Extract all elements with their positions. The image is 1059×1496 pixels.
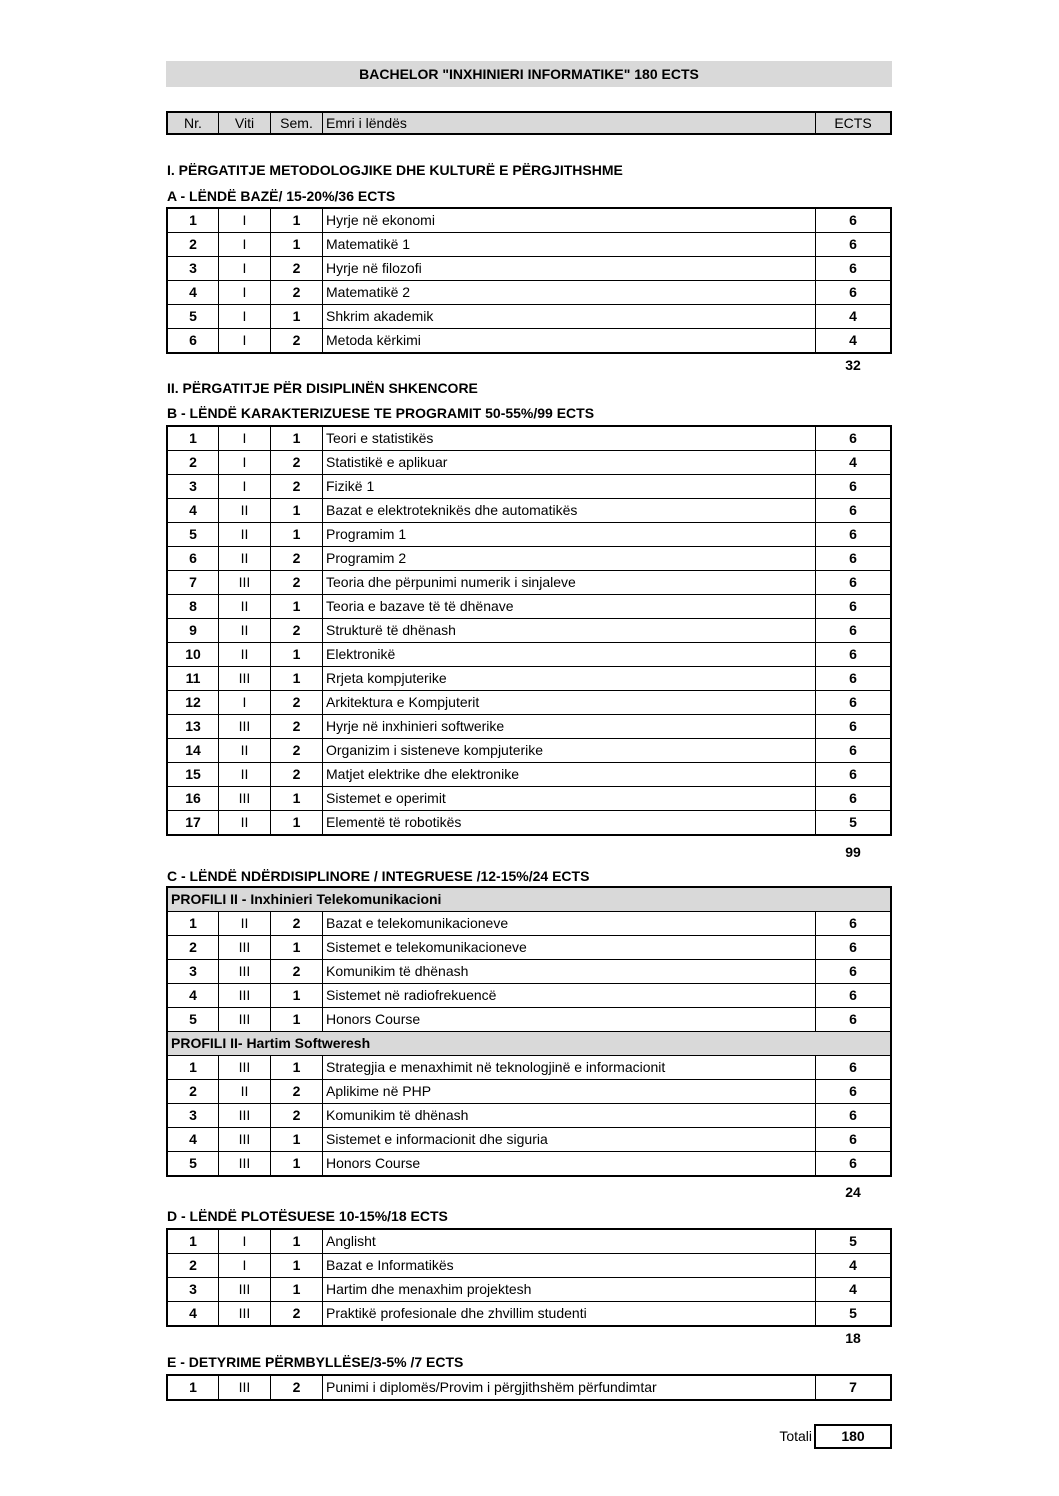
- cell-sem: 1: [271, 667, 323, 690]
- cell-nr: 3: [168, 1104, 219, 1127]
- cell-viti: I: [219, 281, 271, 304]
- cell-course-name: Strukturë të dhënash: [323, 619, 816, 642]
- cell-viti: III: [219, 1056, 271, 1079]
- cell-sem: 1: [271, 1128, 323, 1151]
- cell-viti: II: [219, 547, 271, 570]
- table-row: [168, 1128, 890, 1152]
- table-row: [168, 1104, 890, 1128]
- cell-sem: 1: [271, 499, 323, 522]
- cell-course-name: Organizim i sisteneve kompjuterike: [323, 739, 816, 762]
- cell-nr: 3: [168, 475, 219, 498]
- cell-course-name: Teoria e bazave të të dhënave: [323, 595, 816, 618]
- section-b-heading: B - LËNDË KARAKTERIZUESE TE PROGRAMIT 50-55%/99 ECTS: [167, 405, 595, 421]
- cell-viti: I: [219, 209, 271, 232]
- cell-nr: 5: [168, 305, 219, 328]
- cell-ects: 6: [849, 502, 857, 518]
- cell-viti: II: [219, 619, 271, 642]
- cell-course-name: Sistemet në radiofrekuencë: [323, 984, 816, 1007]
- cell-viti: I: [219, 257, 271, 280]
- section-a-subtotal: 32: [845, 357, 861, 373]
- cell-viti: II: [219, 499, 271, 522]
- section-d-table: [166, 1228, 892, 1327]
- table-row: [168, 739, 890, 763]
- cell-nr: 2: [168, 1080, 219, 1103]
- cell-nr: 2: [168, 451, 219, 474]
- cell-sem: 2: [271, 281, 323, 304]
- cell-ects: 6: [849, 694, 857, 710]
- column-header-sem: Sem.: [271, 113, 323, 133]
- cell-ects: 6: [849, 622, 857, 638]
- cell-ects: 6: [849, 574, 857, 590]
- cell-viti: I: [219, 1230, 271, 1253]
- cell-sem: 2: [271, 739, 323, 762]
- section-a-table: [166, 207, 892, 354]
- cell-nr: 5: [168, 1008, 219, 1031]
- table-row: [168, 643, 890, 667]
- cell-ects: 4: [849, 1257, 857, 1273]
- cell-nr: 5: [168, 523, 219, 546]
- cell-sem: 2: [271, 1104, 323, 1127]
- cell-ects: 6: [849, 939, 857, 955]
- table-row: [168, 281, 890, 305]
- cell-course-name: Hyrje në ekonomi: [323, 209, 816, 232]
- cell-sem: 1: [271, 1278, 323, 1301]
- table-row: [168, 667, 890, 691]
- cell-course-name: Fizikë 1: [323, 475, 816, 498]
- section-e-table: [166, 1374, 892, 1401]
- cell-viti: II: [219, 739, 271, 762]
- cell-sem: 2: [271, 912, 323, 935]
- cell-ects: 4: [849, 1281, 857, 1297]
- cell-ects: 4: [849, 454, 857, 470]
- cell-sem: 2: [271, 1080, 323, 1103]
- cell-course-name: Anglisht: [323, 1230, 816, 1253]
- cell-ects: 6: [849, 1131, 857, 1147]
- cell-ects: 6: [849, 1011, 857, 1027]
- cell-course-name: Hyrje në inxhinieri softwerike: [323, 715, 816, 738]
- table-row: [168, 691, 890, 715]
- cell-sem: 1: [271, 811, 323, 834]
- cell-viti: I: [219, 427, 271, 450]
- cell-nr: 4: [168, 1302, 219, 1325]
- cell-nr: 1: [168, 209, 219, 232]
- cell-course-name: Arkitektura e Kompjuterit: [323, 691, 816, 714]
- cell-viti: III: [219, 1152, 271, 1175]
- cell-nr: 4: [168, 984, 219, 1007]
- section-b-subtotal: 99: [845, 844, 861, 860]
- cell-course-name: Matjet elektrike dhe elektronike: [323, 763, 816, 786]
- cell-course-name: Matematikë 2: [323, 281, 816, 304]
- cell-course-name: Honors Course: [323, 1008, 816, 1031]
- cell-nr: 2: [168, 233, 219, 256]
- cell-course-name: Bazat e telekomunikacioneve: [323, 912, 816, 935]
- cell-ects: 6: [849, 790, 857, 806]
- section-c-heading: C - LËNDË NDËRDISIPLINORE / INTEGRUESE /12-15%/24 ECTS: [167, 868, 590, 884]
- table-row: [168, 1056, 890, 1080]
- cell-ects: 6: [849, 236, 857, 252]
- cell-ects: 6: [849, 260, 857, 276]
- cell-viti: III: [219, 667, 271, 690]
- cell-course-name: Rrjeta kompjuterike: [323, 667, 816, 690]
- cell-nr: 2: [168, 936, 219, 959]
- table-row: [168, 1230, 890, 1254]
- cell-viti: III: [219, 787, 271, 810]
- table-row: [168, 523, 890, 547]
- table-row: [168, 1278, 890, 1302]
- cell-viti: III: [219, 1128, 271, 1151]
- cell-nr: 10: [168, 643, 219, 666]
- profile-row: [168, 888, 890, 912]
- cell-course-name: Programim 1: [323, 523, 816, 546]
- cell-course-name: Bazat e Informatikës: [323, 1254, 816, 1277]
- cell-sem: 1: [271, 305, 323, 328]
- cell-sem: 1: [271, 209, 323, 232]
- cell-viti: I: [219, 691, 271, 714]
- cell-viti: II: [219, 595, 271, 618]
- cell-viti: I: [219, 451, 271, 474]
- table-row: [168, 499, 890, 523]
- table-row: [168, 1080, 890, 1104]
- cell-nr: 3: [168, 257, 219, 280]
- cell-ects: 6: [849, 646, 857, 662]
- cell-course-name: Teoria dhe përpunimi numerik i sinjaleve: [323, 571, 816, 594]
- section-a-heading: A - LËNDË BAZË/ 15-20%/36 ECTS: [167, 188, 396, 204]
- table-row: [168, 960, 890, 984]
- cell-sem: 2: [271, 619, 323, 642]
- cell-course-name: Punimi i diplomës/Provim i përgjithshëm përfundimtar: [323, 1376, 816, 1399]
- cell-ects: 6: [849, 430, 857, 446]
- cell-viti: I: [219, 305, 271, 328]
- total-value: 180: [814, 1424, 892, 1449]
- cell-sem: 2: [271, 547, 323, 570]
- cell-sem: 1: [271, 233, 323, 256]
- cell-nr: 11: [168, 667, 219, 690]
- cell-ects: 6: [849, 987, 857, 1003]
- cell-sem: 2: [271, 571, 323, 594]
- cell-nr: 4: [168, 499, 219, 522]
- part-1-heading: I. PËRGATITJE METODOLOGJIKE DHE KULTURË E PËRGJITHSHME: [167, 162, 623, 178]
- cell-viti: III: [219, 715, 271, 738]
- table-row: [168, 595, 890, 619]
- cell-nr: 3: [168, 1278, 219, 1301]
- table-row: [168, 787, 890, 811]
- cell-ects: 6: [849, 1155, 857, 1171]
- column-header-nr: Nr.: [168, 113, 219, 133]
- cell-nr: 1: [168, 912, 219, 935]
- column-header-viti: Viti: [219, 113, 271, 133]
- cell-viti: II: [219, 1080, 271, 1103]
- cell-course-name: Komunikim të dhënash: [323, 960, 816, 983]
- cell-ects: 6: [849, 718, 857, 734]
- cell-sem: 1: [271, 523, 323, 546]
- table-row: [168, 1376, 890, 1400]
- table-row: [168, 619, 890, 643]
- cell-course-name: Shkrim akademik: [323, 305, 816, 328]
- cell-sem: 1: [271, 787, 323, 810]
- cell-course-name: Komunikim të dhënash: [323, 1104, 816, 1127]
- cell-course-name: Hyrje në filozofi: [323, 257, 816, 280]
- cell-course-name: Sistemet e telekomunikacioneve: [323, 936, 816, 959]
- cell-viti: III: [219, 1278, 271, 1301]
- cell-course-name: Elektronikë: [323, 643, 816, 666]
- cell-ects: 5: [849, 1305, 857, 1321]
- cell-sem: 1: [271, 984, 323, 1007]
- cell-sem: 2: [271, 451, 323, 474]
- cell-ects: 6: [849, 915, 857, 931]
- cell-viti: I: [219, 329, 271, 352]
- table-row: [168, 715, 890, 739]
- cell-ects: 6: [849, 963, 857, 979]
- cell-nr: 9: [168, 619, 219, 642]
- cell-sem: 2: [271, 763, 323, 786]
- table-row: [168, 233, 890, 257]
- cell-nr: 8: [168, 595, 219, 618]
- cell-sem: 1: [271, 1230, 323, 1253]
- cell-course-name: Bazat e elektroteknikës dhe automatikës: [323, 499, 816, 522]
- table-row: [168, 1152, 890, 1176]
- table-row: [168, 763, 890, 787]
- cell-viti: II: [219, 523, 271, 546]
- cell-sem: 1: [271, 595, 323, 618]
- cell-ects: 7: [849, 1379, 857, 1395]
- cell-nr: 4: [168, 1128, 219, 1151]
- cell-ects: 5: [849, 1233, 857, 1249]
- cell-course-name: Strategjia e menaxhimit në teknologjinë e informacionit: [323, 1056, 816, 1079]
- cell-ects: 6: [849, 670, 857, 686]
- column-header-row: [166, 111, 892, 135]
- cell-sem: 1: [271, 1152, 323, 1175]
- table-row: [168, 912, 890, 936]
- column-header-ects: ECTS: [834, 115, 872, 131]
- cell-sem: 1: [271, 1254, 323, 1277]
- cell-course-name: Programim 2: [323, 547, 816, 570]
- cell-sem: 1: [271, 936, 323, 959]
- section-c-subtotal: 24: [845, 1184, 861, 1200]
- cell-ects: 6: [849, 212, 857, 228]
- cell-sem: 1: [271, 1008, 323, 1031]
- cell-sem: 1: [271, 643, 323, 666]
- cell-course-name: Hartim dhe menaxhim projektesh: [323, 1278, 816, 1301]
- cell-viti: II: [219, 643, 271, 666]
- table-row: [168, 329, 890, 353]
- cell-course-name: Aplikime në PHP: [323, 1080, 816, 1103]
- profile-label: PROFILI II- Hartim Softweresh: [171, 1035, 371, 1051]
- table-row: [168, 1008, 890, 1032]
- section-d-heading: D - LËNDË PLOTËSUESE 10-15%/18 ECTS: [167, 1208, 448, 1224]
- section-d-subtotal: 18: [845, 1330, 861, 1346]
- cell-nr: 1: [168, 427, 219, 450]
- cell-ects: 5: [849, 814, 857, 830]
- cell-viti: II: [219, 811, 271, 834]
- cell-nr: 1: [168, 1376, 219, 1399]
- table-row: [168, 984, 890, 1008]
- table-row: [168, 475, 890, 499]
- cell-viti: II: [219, 912, 271, 935]
- cell-ects: 6: [849, 742, 857, 758]
- table-row: [168, 209, 890, 233]
- cell-course-name: Teori e statistikës: [323, 427, 816, 450]
- cell-nr: 1: [168, 1230, 219, 1253]
- cell-viti: III: [219, 960, 271, 983]
- cell-viti: I: [219, 233, 271, 256]
- profile-row: [168, 1032, 890, 1056]
- cell-sem: 2: [271, 691, 323, 714]
- section-b-table: [166, 425, 892, 836]
- cell-course-name: Sistemet e operimit: [323, 787, 816, 810]
- table-row: [168, 1254, 890, 1278]
- table-row: [168, 427, 890, 451]
- table-row: [168, 305, 890, 329]
- profile-label: PROFILI II - Inxhinieri Telekomunikacioni: [171, 891, 442, 907]
- cell-sem: 2: [271, 1302, 323, 1325]
- document-title: BACHELOR "INXHINIERI INFORMATIKE" 180 ECTS: [166, 61, 892, 87]
- cell-course-name: Metoda kërkimi: [323, 329, 816, 352]
- cell-course-name: Matematikë 1: [323, 233, 816, 256]
- cell-ects: 4: [849, 308, 857, 324]
- cell-viti: II: [219, 763, 271, 786]
- cell-ects: 6: [849, 526, 857, 542]
- cell-nr: 6: [168, 547, 219, 570]
- cell-course-name: Elementë të robotikës: [323, 811, 816, 834]
- cell-viti: I: [219, 475, 271, 498]
- cell-viti: III: [219, 1302, 271, 1325]
- cell-nr: 16: [168, 787, 219, 810]
- cell-nr: 13: [168, 715, 219, 738]
- section-c-table: [166, 886, 892, 1177]
- part-2-heading: II. PËRGATITJE PËR DISIPLINËN SHKENCORE: [167, 380, 478, 396]
- cell-course-name: Honors Course: [323, 1152, 816, 1175]
- cell-ects: 6: [849, 478, 857, 494]
- cell-nr: 12: [168, 691, 219, 714]
- cell-ects: 4: [849, 332, 857, 348]
- table-row: [168, 1302, 890, 1326]
- cell-sem: 1: [271, 1056, 323, 1079]
- cell-viti: III: [219, 984, 271, 1007]
- cell-ects: 6: [849, 550, 857, 566]
- cell-viti: III: [219, 1008, 271, 1031]
- cell-nr: 1: [168, 1056, 219, 1079]
- cell-sem: 2: [271, 960, 323, 983]
- cell-nr: 5: [168, 1152, 219, 1175]
- cell-course-name: Praktikë profesionale dhe zhvillim studenti: [323, 1302, 816, 1325]
- table-row: [168, 936, 890, 960]
- cell-sem: 2: [271, 715, 323, 738]
- cell-nr: 2: [168, 1254, 219, 1277]
- table-row: [168, 571, 890, 595]
- cell-ects: 6: [849, 284, 857, 300]
- cell-nr: 17: [168, 811, 219, 834]
- table-row: [168, 451, 890, 475]
- cell-ects: 6: [849, 598, 857, 614]
- cell-nr: 6: [168, 329, 219, 352]
- cell-viti: III: [219, 571, 271, 594]
- cell-course-name: Sistemet e informacionit dhe siguria: [323, 1128, 816, 1151]
- table-row: [168, 811, 890, 835]
- cell-nr: 15: [168, 763, 219, 786]
- total-label: Totali: [779, 1428, 812, 1444]
- cell-viti: III: [219, 936, 271, 959]
- cell-ects: 6: [849, 1107, 857, 1123]
- column-header-name: Emri i lëndës: [323, 113, 816, 133]
- cell-sem: 2: [271, 1376, 323, 1399]
- table-row: [168, 547, 890, 571]
- cell-course-name: Statistikë e aplikuar: [323, 451, 816, 474]
- cell-sem: 2: [271, 329, 323, 352]
- cell-viti: III: [219, 1376, 271, 1399]
- cell-nr: 4: [168, 281, 219, 304]
- cell-nr: 3: [168, 960, 219, 983]
- cell-sem: 2: [271, 475, 323, 498]
- cell-viti: III: [219, 1104, 271, 1127]
- cell-nr: 7: [168, 571, 219, 594]
- cell-sem: 2: [271, 257, 323, 280]
- cell-ects: 6: [849, 1083, 857, 1099]
- cell-ects: 6: [849, 766, 857, 782]
- cell-sem: 1: [271, 427, 323, 450]
- cell-nr: 14: [168, 739, 219, 762]
- cell-ects: 6: [849, 1059, 857, 1075]
- table-row: [168, 257, 890, 281]
- cell-viti: I: [219, 1254, 271, 1277]
- section-e-heading: E - DETYRIME PËRMBYLLËSE/3-5% /7 ECTS: [167, 1354, 464, 1370]
